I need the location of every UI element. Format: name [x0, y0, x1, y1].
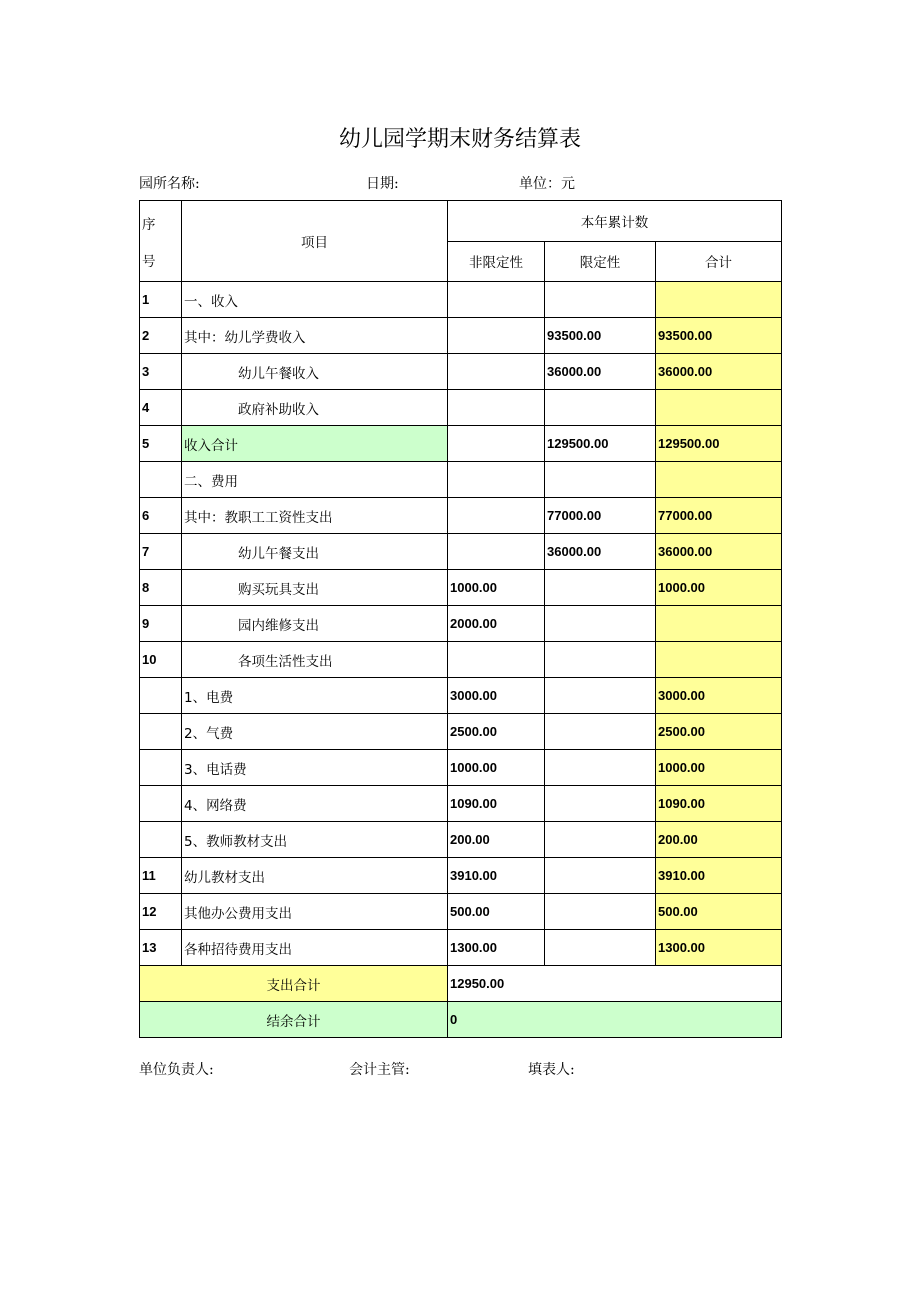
row-nonrestricted: 3910.00 — [448, 858, 545, 894]
row-total: 93500.00 — [656, 318, 782, 354]
row-item: 各种招待费用支出 — [182, 930, 448, 966]
row-seq — [140, 786, 182, 822]
seq-header-line1: 序 — [142, 217, 156, 233]
expense-total-label: 支出合计 — [140, 966, 448, 1002]
table-row — [140, 822, 782, 858]
row-restricted: 77000.00 — [545, 498, 656, 534]
row-seq — [140, 822, 182, 858]
seq-header — [140, 201, 182, 282]
item-header: 项目 — [182, 201, 448, 282]
row-seq: 13 — [140, 930, 182, 966]
row-item: 5、教师教材支出 — [182, 822, 448, 858]
row-seq — [140, 750, 182, 786]
row-nonrestricted: 1000.00 — [448, 750, 545, 786]
row-seq: 1 — [140, 282, 182, 318]
row-nonrestricted — [448, 354, 545, 390]
row-seq — [140, 462, 182, 498]
row-total — [656, 462, 782, 498]
row-nonrestricted: 3000.00 — [448, 678, 545, 714]
row-item: 二、费用 — [182, 462, 448, 498]
row-total: 3910.00 — [656, 858, 782, 894]
table-row — [140, 786, 782, 822]
row-restricted — [545, 282, 656, 318]
row-seq: 11 — [140, 858, 182, 894]
row-nonrestricted — [448, 642, 545, 678]
preparer-label: 填表人: — [528, 1062, 575, 1078]
row-total: 1000.00 — [656, 750, 782, 786]
row-seq: 2 — [140, 318, 182, 354]
row-item: 幼儿教材支出 — [182, 858, 448, 894]
row-restricted — [545, 750, 656, 786]
row-item: 1、电费 — [182, 678, 448, 714]
row-item: 幼儿午餐支出 — [182, 534, 448, 570]
row-total — [656, 642, 782, 678]
row-nonrestricted — [448, 390, 545, 426]
table-row — [140, 714, 782, 750]
row-seq: 3 — [140, 354, 182, 390]
row-item: 收入合计 — [182, 426, 448, 462]
row-restricted — [545, 462, 656, 498]
table-row — [140, 534, 782, 570]
row-seq — [140, 714, 182, 750]
table-row — [140, 390, 782, 426]
row-seq: 10 — [140, 642, 182, 678]
row-seq: 12 — [140, 894, 182, 930]
row-nonrestricted — [448, 498, 545, 534]
row-total: 1300.00 — [656, 930, 782, 966]
row-item: 其中：幼儿学费收入 — [182, 318, 448, 354]
row-nonrestricted: 1000.00 — [448, 570, 545, 606]
accountant-label: 会计主管: — [349, 1062, 410, 1078]
row-total: 3000.00 — [656, 678, 782, 714]
row-total — [656, 390, 782, 426]
unit-head-label: 单位负责人: — [139, 1062, 214, 1078]
table-row — [140, 678, 782, 714]
row-restricted — [545, 390, 656, 426]
expense-total-value: 12950.00 — [448, 966, 782, 1002]
row-total: 2500.00 — [656, 714, 782, 750]
table-row — [140, 462, 782, 498]
nonrestricted-header: 非限定性 — [448, 241, 545, 282]
row-total: 1000.00 — [656, 570, 782, 606]
row-nonrestricted — [448, 318, 545, 354]
row-item: 其他办公费用支出 — [182, 894, 448, 930]
row-total: 36000.00 — [656, 534, 782, 570]
restricted-header: 限定性 — [545, 241, 656, 282]
row-restricted: 36000.00 — [545, 354, 656, 390]
row-restricted — [545, 642, 656, 678]
row-seq: 7 — [140, 534, 182, 570]
page-title: 幼儿园学期末财务结算表 — [338, 127, 581, 152]
row-nonrestricted: 1300.00 — [448, 930, 545, 966]
table-row — [140, 318, 782, 354]
row-total: 1090.00 — [656, 786, 782, 822]
row-item: 购买玩具支出 — [182, 570, 448, 606]
row-restricted — [545, 678, 656, 714]
table-row — [140, 498, 782, 534]
row-nonrestricted — [448, 534, 545, 570]
table-row — [140, 642, 782, 678]
row-item: 2、气费 — [182, 714, 448, 750]
row-total — [656, 282, 782, 318]
row-seq: 9 — [140, 606, 182, 642]
row-restricted — [545, 822, 656, 858]
balance-total-row — [140, 1002, 782, 1038]
table-row — [140, 894, 782, 930]
row-restricted — [545, 570, 656, 606]
table-row — [140, 858, 782, 894]
row-item: 4、网络费 — [182, 786, 448, 822]
row-total: 200.00 — [656, 822, 782, 858]
balance-total-label: 结余合计 — [140, 1002, 448, 1038]
row-nonrestricted — [448, 282, 545, 318]
row-seq: 6 — [140, 498, 182, 534]
row-nonrestricted: 2000.00 — [448, 606, 545, 642]
row-restricted — [545, 858, 656, 894]
row-total: 36000.00 — [656, 354, 782, 390]
row-item: 各项生活性支出 — [182, 642, 448, 678]
row-restricted — [545, 606, 656, 642]
row-seq: 4 — [140, 390, 182, 426]
row-nonrestricted: 500.00 — [448, 894, 545, 930]
row-item: 3、电话费 — [182, 750, 448, 786]
settlement-table — [139, 200, 782, 1038]
row-restricted — [545, 930, 656, 966]
row-restricted: 36000.00 — [545, 534, 656, 570]
header-row-1 — [140, 201, 782, 242]
row-total: 129500.00 — [656, 426, 782, 462]
date-label: 日期: — [366, 176, 399, 192]
total-header: 合计 — [656, 241, 782, 282]
row-nonrestricted — [448, 462, 545, 498]
expense-total-row — [140, 966, 782, 1002]
cumulative-group-header: 本年累计数 — [448, 201, 782, 242]
row-restricted — [545, 786, 656, 822]
row-total: 77000.00 — [656, 498, 782, 534]
table-row — [140, 750, 782, 786]
row-total — [656, 606, 782, 642]
row-seq — [140, 678, 182, 714]
balance-total-value: 0 — [448, 1002, 782, 1038]
row-restricted — [545, 894, 656, 930]
kindergarten-name-label: 园所名称: — [139, 176, 200, 192]
row-nonrestricted — [448, 426, 545, 462]
table-row — [140, 282, 782, 318]
row-seq: 5 — [140, 426, 182, 462]
row-restricted: 93500.00 — [545, 318, 656, 354]
row-item: 幼儿午餐收入 — [182, 354, 448, 390]
row-item: 园内维修支出 — [182, 606, 448, 642]
row-nonrestricted: 1090.00 — [448, 786, 545, 822]
row-restricted — [545, 714, 656, 750]
row-restricted: 129500.00 — [545, 426, 656, 462]
table-row — [140, 570, 782, 606]
table-row — [140, 930, 782, 966]
row-item: 其中：教职工工资性支出 — [182, 498, 448, 534]
row-nonrestricted: 2500.00 — [448, 714, 545, 750]
row-item: 一、收入 — [182, 282, 448, 318]
row-nonrestricted: 200.00 — [448, 822, 545, 858]
row-seq: 8 — [140, 570, 182, 606]
table-row — [140, 354, 782, 390]
seq-header-line2: 号 — [142, 254, 156, 270]
table-row — [140, 426, 782, 462]
row-total: 500.00 — [656, 894, 782, 930]
row-item: 政府补助收入 — [182, 390, 448, 426]
unit-label: 单位：元 — [519, 176, 575, 192]
table-row — [140, 606, 782, 642]
